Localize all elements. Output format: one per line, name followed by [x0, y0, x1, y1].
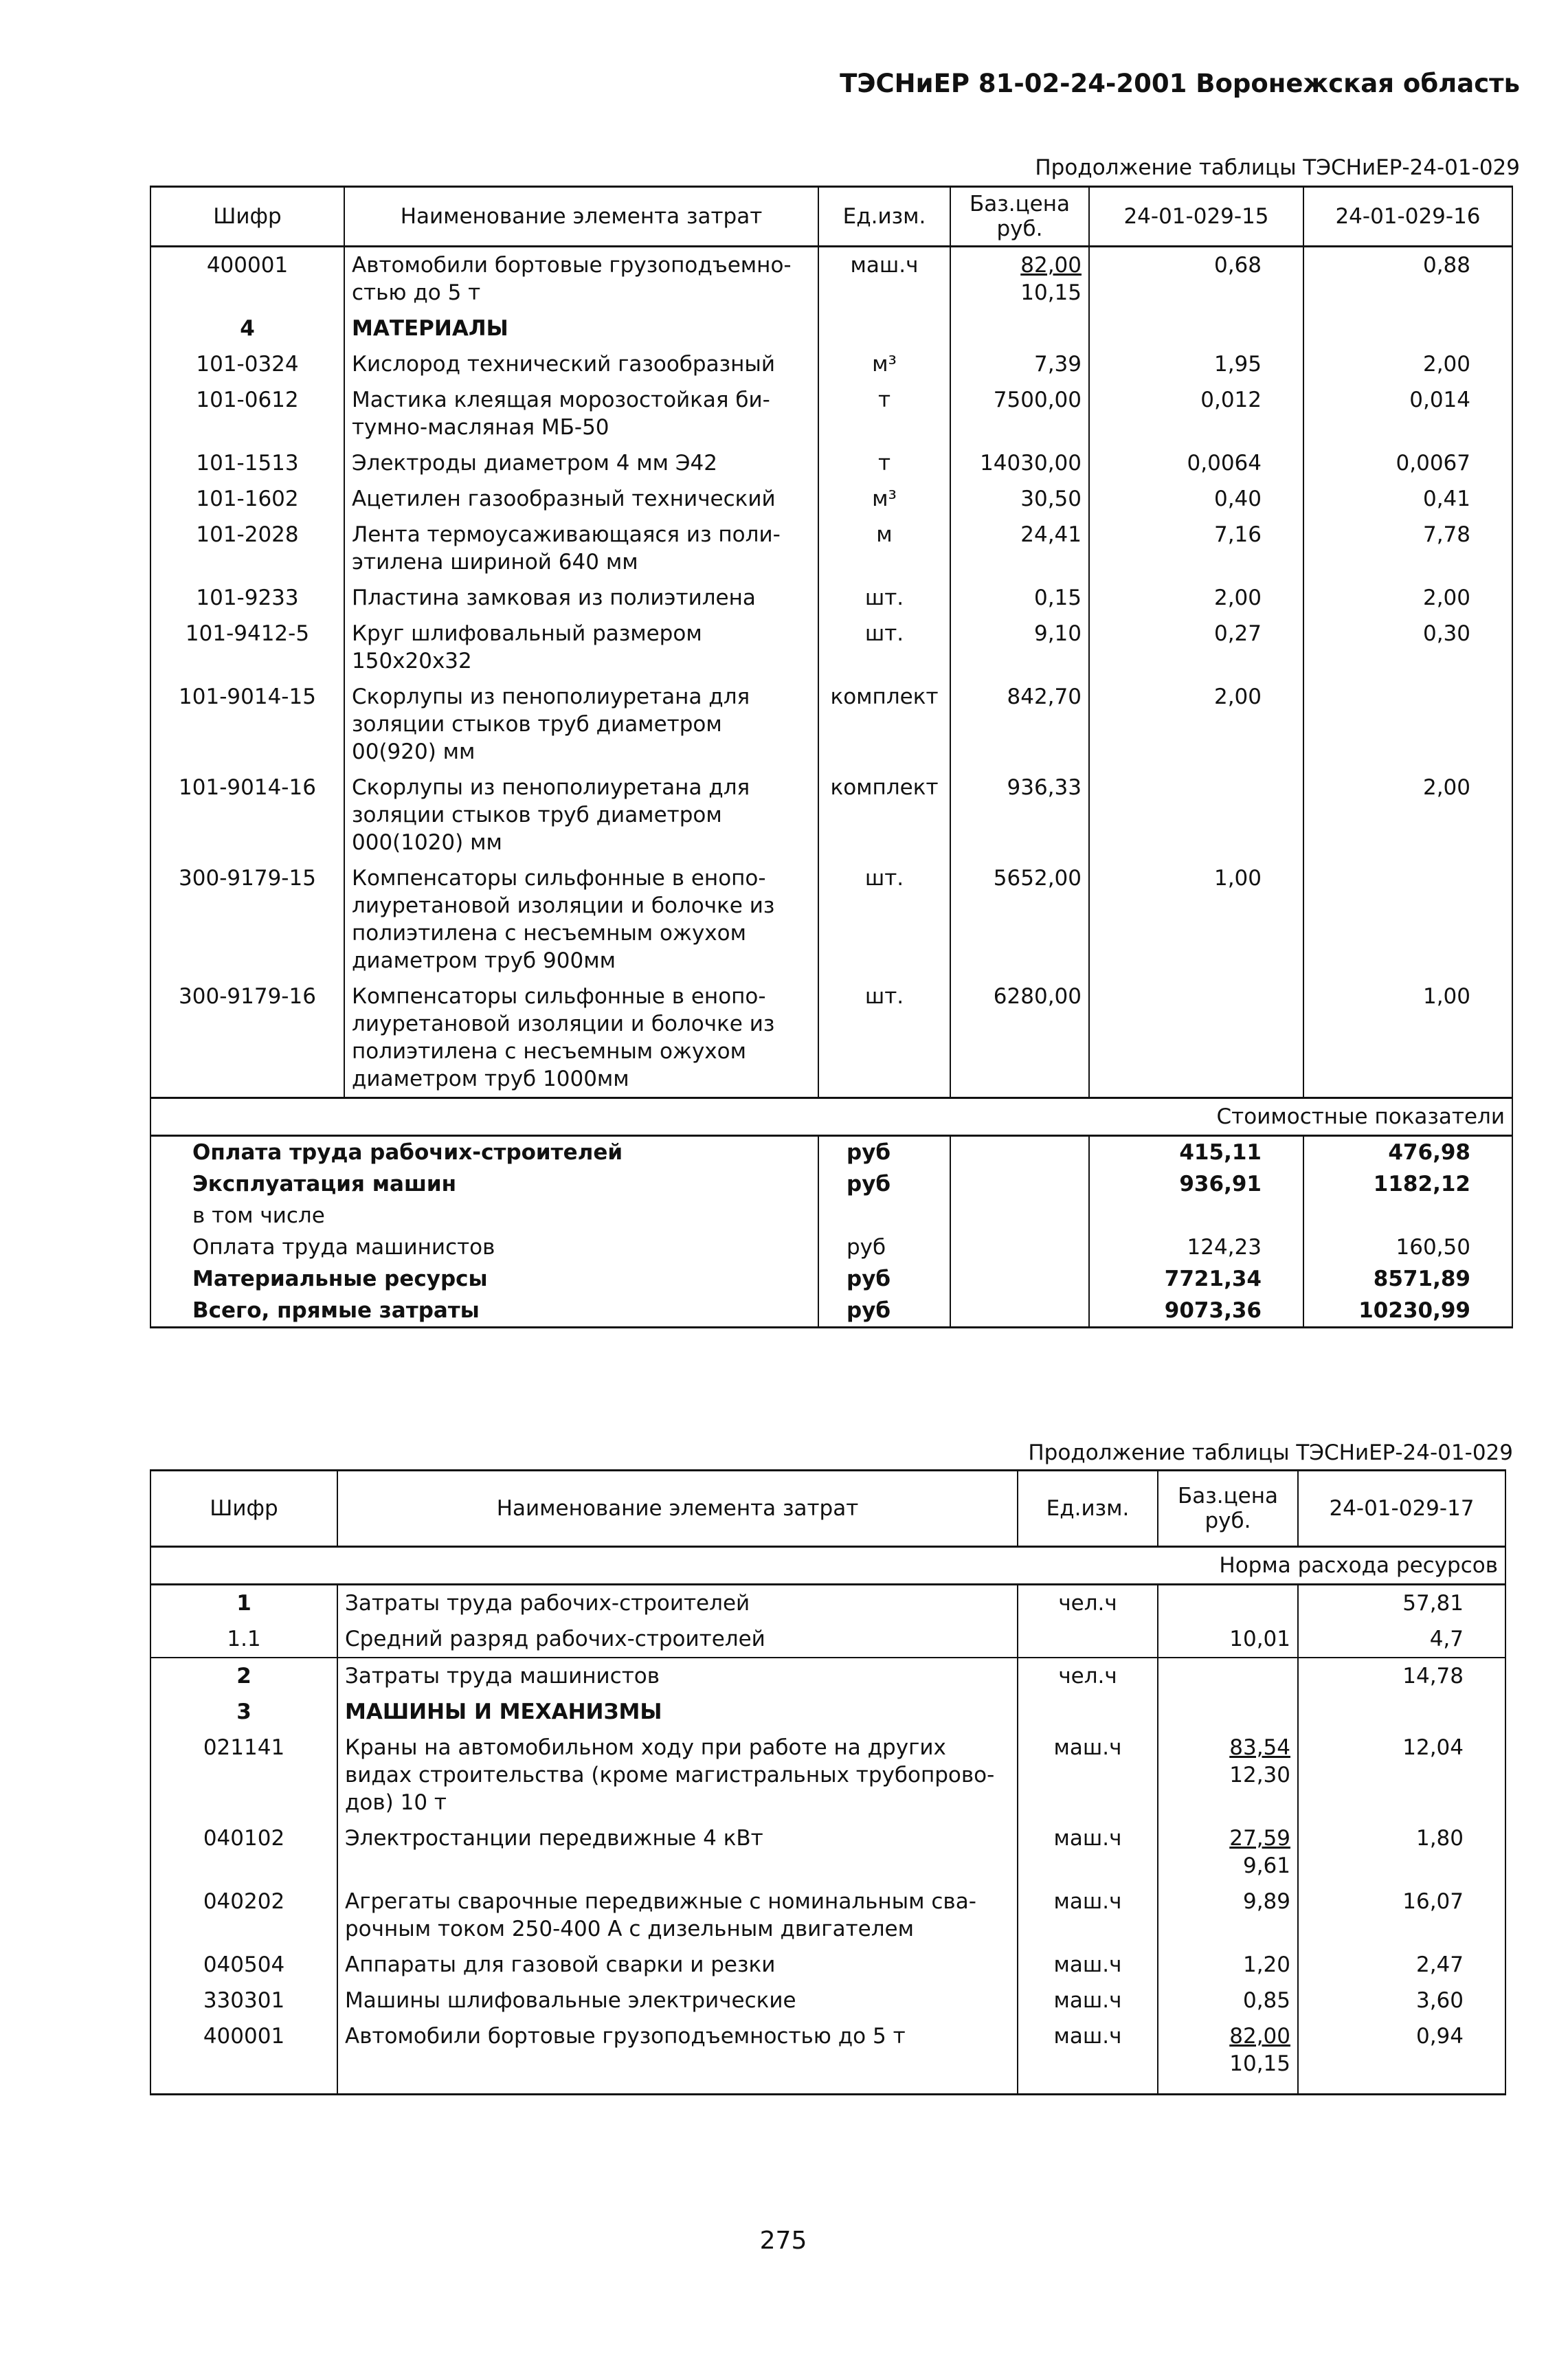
base-price: 82,00: [1229, 2024, 1290, 2049]
unit-cell: т: [818, 382, 950, 445]
summary-unit: руб: [818, 1136, 950, 1169]
table-row: [150, 1621, 1505, 1658]
unit-cell: шт.: [818, 979, 950, 1098]
value-cell-17: 12,04: [1298, 1730, 1505, 1820]
summary-value-16: [1303, 1200, 1512, 1232]
cost-banner: Стоимостные показатели: [150, 1098, 1512, 1136]
base-price-cell: [1158, 1730, 1298, 1820]
machinist-wage-price: 10,15: [1020, 280, 1082, 305]
summary-empty: [950, 1200, 1089, 1232]
base-price-cell: [950, 481, 1089, 517]
summary-label: Оплата труда рабочих-строителей: [150, 1136, 818, 1169]
unit-cell: т: [818, 445, 950, 481]
value-cell-15: 2,00: [1089, 679, 1303, 770]
column-header: Баз.цена руб.: [1158, 1471, 1298, 1547]
table-row: [150, 616, 1512, 679]
name-cell: Средний разряд рабочих-строителей: [337, 1621, 1018, 1658]
code-cell: 1.1: [150, 1621, 337, 1658]
table-row: [150, 247, 1512, 311]
table-row: [150, 979, 1512, 1098]
resource-table-1: [150, 186, 1513, 1328]
value-cell-16: 2,00: [1303, 346, 1512, 382]
column-header: 24-01-029-15: [1089, 187, 1303, 247]
column-header: Шифр: [150, 187, 344, 247]
base-price-cell: [950, 580, 1089, 616]
summary-unit: руб: [818, 1232, 950, 1263]
resource-table-2: [150, 1469, 1506, 2095]
summary-value-15: 9073,36: [1089, 1295, 1303, 1328]
name-cell: Автомобили бортовые грузоподъемно-стью до 5 т: [344, 247, 818, 311]
base-price-cell: [950, 979, 1089, 1098]
summary-row: [150, 1295, 1512, 1328]
table-row: [150, 2018, 1505, 2094]
unit-cell: шт.: [818, 580, 950, 616]
value-cell-15: 0,68: [1089, 247, 1303, 311]
base-price-cell: [1158, 1947, 1298, 1983]
base-price-cell: [950, 860, 1089, 979]
value-cell-15: 2,00: [1089, 580, 1303, 616]
summary-empty: [950, 1168, 1089, 1200]
value-cell-17: 3,60: [1298, 1983, 1505, 2018]
summary-value-16: 1182,12: [1303, 1168, 1512, 1200]
summary-value-15: 936,91: [1089, 1168, 1303, 1200]
value-cell-16: 2,00: [1303, 770, 1512, 860]
page-title: ТЭСНиЕР 81-02-24-2001 Воронежская область: [840, 69, 1520, 98]
base-price-cell: [950, 247, 1089, 311]
name-cell: Кислород технический газообразный: [344, 346, 818, 382]
code-cell: 040202: [150, 1884, 337, 1947]
base-price-cell: [1158, 1621, 1298, 1658]
base-price-cell: [1158, 1884, 1298, 1947]
summary-row: [150, 1263, 1512, 1295]
base-price-cell: [1158, 1983, 1298, 2018]
base-price-cell: [1158, 1585, 1298, 1622]
base-price-cell: [1158, 1658, 1298, 1694]
unit-cell: шт.: [818, 616, 950, 679]
code-cell: 2: [150, 1658, 337, 1694]
summary-unit: руб: [818, 1263, 950, 1295]
code-cell: 101-1602: [150, 481, 344, 517]
table-row: [150, 311, 1512, 346]
unit-cell: маш.ч: [1018, 1983, 1158, 2018]
value-cell-15: 0,27: [1089, 616, 1303, 679]
norm-banner-row: [150, 1547, 1505, 1585]
value-cell-16: 0,41: [1303, 481, 1512, 517]
name-cell: Электростанции передвижные 4 кВт: [337, 1820, 1018, 1884]
unit-cell: маш.ч: [818, 247, 950, 311]
table-header-row: [150, 1471, 1505, 1547]
summary-unit: руб: [818, 1295, 950, 1328]
base-price: 10,01: [1229, 1627, 1290, 1651]
norm-banner: Норма расхода ресурсов: [150, 1547, 1505, 1585]
code-cell: 021141: [150, 1730, 337, 1820]
value-cell-16: [1303, 311, 1512, 346]
unit-cell: комплект: [818, 679, 950, 770]
value-cell-17: 16,07: [1298, 1884, 1505, 1947]
base-price-cell: [950, 346, 1089, 382]
unit-cell: [1018, 1621, 1158, 1658]
value-cell-17: 57,81: [1298, 1585, 1505, 1622]
base-price-cell: [950, 770, 1089, 860]
unit-cell: м: [818, 517, 950, 580]
unit-cell: [1018, 1694, 1158, 1730]
code-cell: 300-9179-16: [150, 979, 344, 1098]
value-cell-17: 14,78: [1298, 1658, 1505, 1694]
name-cell: Компенсаторы сильфонные в енопо-лиуретановой изоляции и болочке из полиэтилена с несъемным ожухом диаметром труб 900мм: [344, 860, 818, 979]
base-price: 14030,00: [980, 451, 1082, 476]
value-cell-15: 1,95: [1089, 346, 1303, 382]
value-cell-17: 0,94: [1298, 2018, 1505, 2094]
base-price: 5652,00: [993, 866, 1082, 891]
base-price: 30,50: [1020, 487, 1082, 511]
code-cell: 101-9233: [150, 580, 344, 616]
table-row: [150, 1585, 1505, 1622]
table-row: [150, 1983, 1505, 2018]
summary-value-16: 10230,99: [1303, 1295, 1512, 1328]
summary-empty: [950, 1232, 1089, 1263]
summary-value-15: 124,23: [1089, 1232, 1303, 1263]
summary-unit: руб: [818, 1168, 950, 1200]
summary-row: [150, 1200, 1512, 1232]
code-cell: 400001: [150, 247, 344, 311]
base-price: 83,54: [1229, 1735, 1290, 1760]
base-price-cell: [1158, 1694, 1298, 1730]
base-price: 24,41: [1020, 522, 1082, 547]
table-row: [150, 770, 1512, 860]
name-cell: Скорлупы из пенополиуретана для золяции стыков труб диаметром 00(920) мм: [344, 679, 818, 770]
table1-continuation-label: Продолжение таблицы ТЭСНиЕР-24-01-029: [1035, 155, 1520, 180]
column-header: Ед.изм.: [818, 187, 950, 247]
name-cell: Краны на автомобильном ходу при работе на других видах строительства (кроме магистральных трубопрово-дов) 10 т: [337, 1730, 1018, 1820]
code-cell: 101-9014-15: [150, 679, 344, 770]
code-cell: 400001: [150, 2018, 337, 2094]
column-header: 24-01-029-17: [1298, 1471, 1505, 1547]
base-price: 7,39: [1033, 352, 1082, 377]
name-cell: Машины шлифовальные электрические: [337, 1983, 1018, 2018]
summary-row: [150, 1232, 1512, 1263]
unit-cell: маш.ч: [1018, 1730, 1158, 1820]
value-cell-16: [1303, 860, 1512, 979]
base-price-cell: [950, 616, 1089, 679]
base-price-cell: [950, 382, 1089, 445]
name-cell: Пластина замковая из полиэтилена: [344, 580, 818, 616]
table-row: [150, 517, 1512, 580]
table-row: [150, 1820, 1505, 1884]
unit-cell: [818, 311, 950, 346]
value-cell-17: [1298, 1694, 1505, 1730]
column-header: Баз.цена руб.: [950, 187, 1089, 247]
column-header: 24-01-029-16: [1303, 187, 1512, 247]
name-cell: Электроды диаметром 4 мм Э42: [344, 445, 818, 481]
table-row: [150, 580, 1512, 616]
code-cell: 101-0612: [150, 382, 344, 445]
machinist-wage-price: 10,15: [1229, 2051, 1290, 2076]
unit-cell: м³: [818, 481, 950, 517]
unit-cell: комплект: [818, 770, 950, 860]
table-row: [150, 1694, 1505, 1730]
value-cell-16: 0,88: [1303, 247, 1512, 311]
value-cell-15: 0,0064: [1089, 445, 1303, 481]
base-price: 82,00: [1020, 253, 1082, 278]
name-cell: Агрегаты сварочные передвижные с номинальным сва-рочным током 250-400 А с дизельным двигателем: [337, 1884, 1018, 1947]
cost-banner-row: [150, 1098, 1512, 1136]
code-cell: 1: [150, 1585, 337, 1622]
name-cell: Затраты труда рабочих-строителей: [337, 1585, 1018, 1622]
base-price: 0,85: [1242, 1988, 1290, 2013]
value-cell-15: 0,012: [1089, 382, 1303, 445]
base-price-cell: [950, 445, 1089, 481]
unit-cell: маш.ч: [1018, 1884, 1158, 1947]
base-price: 7500,00: [993, 388, 1082, 412]
machinist-wage-price: 9,61: [1242, 1853, 1290, 1878]
table-row: [150, 860, 1512, 979]
table2-continuation-label: Продолжение таблицы ТЭСНиЕР-24-01-029: [1028, 1440, 1513, 1465]
name-cell: МАТЕРИАЛЫ: [344, 311, 818, 346]
value-cell-15: 7,16: [1089, 517, 1303, 580]
value-cell-16: 7,78: [1303, 517, 1512, 580]
summary-empty: [950, 1295, 1089, 1328]
code-cell: 040102: [150, 1820, 337, 1884]
name-cell: Мастика клеящая морозостойкая би-тумно-масляная МБ-50: [344, 382, 818, 445]
code-cell: 4: [150, 311, 344, 346]
value-cell-17: 4,7: [1298, 1621, 1505, 1658]
unit-cell: маш.ч: [1018, 1820, 1158, 1884]
base-price-cell: [1158, 1820, 1298, 1884]
unit-cell: шт.: [818, 860, 950, 979]
column-header: Наименование элемента затрат: [337, 1471, 1018, 1547]
code-cell: 101-9412-5: [150, 616, 344, 679]
code-cell: 300-9179-15: [150, 860, 344, 979]
base-price: 0,15: [1033, 586, 1082, 610]
summary-label: Эксплуатация машин: [150, 1168, 818, 1200]
unit-cell: маш.ч: [1018, 1947, 1158, 1983]
code-cell: 3: [150, 1694, 337, 1730]
value-cell-16: 2,00: [1303, 580, 1512, 616]
table-row: [150, 1730, 1505, 1820]
summary-label: Всего, прямые затраты: [150, 1295, 818, 1328]
base-price: 9,89: [1242, 1889, 1290, 1914]
summary-value-16: 476,98: [1303, 1136, 1512, 1169]
unit-cell: м³: [818, 346, 950, 382]
machinist-wage-price: 12,30: [1229, 1763, 1290, 1787]
name-cell: Компенсаторы сильфонные в енопо-лиуретановой изоляции и болочке из полиэтилена с несъемным ожухом диаметром труб 1000мм: [344, 979, 818, 1098]
summary-label: в том числе: [150, 1200, 818, 1232]
summary-value-16: 8571,89: [1303, 1263, 1512, 1295]
table-row: [150, 481, 1512, 517]
base-price: 27,59: [1229, 1826, 1290, 1851]
code-cell: 101-0324: [150, 346, 344, 382]
value-cell-15: 1,00: [1089, 860, 1303, 979]
summary-value-15: 7721,34: [1089, 1263, 1303, 1295]
summary-unit: [818, 1200, 950, 1232]
table-row: [150, 445, 1512, 481]
base-price-cell: [950, 517, 1089, 580]
unit-cell: чел.ч: [1018, 1658, 1158, 1694]
column-header: Наименование элемента затрат: [344, 187, 818, 247]
column-header: Шифр: [150, 1471, 337, 1547]
unit-cell: чел.ч: [1018, 1585, 1158, 1622]
table-row: [150, 679, 1512, 770]
name-cell: Скорлупы из пенополиуретана для золяции стыков труб диаметром 000(1020) мм: [344, 770, 818, 860]
base-price: 9,10: [1033, 621, 1082, 646]
code-cell: 101-9014-16: [150, 770, 344, 860]
value-cell-16: 0,0067: [1303, 445, 1512, 481]
summary-value-15: [1089, 1200, 1303, 1232]
base-price-cell: [950, 679, 1089, 770]
value-cell-16: [1303, 679, 1512, 770]
summary-row: [150, 1136, 1512, 1169]
table-row: [150, 1658, 1505, 1694]
value-cell-16: 0,30: [1303, 616, 1512, 679]
page-number: 275: [759, 2227, 807, 2255]
base-price: 1,20: [1242, 1952, 1290, 1977]
value-cell-15: 0,40: [1089, 481, 1303, 517]
value-cell-15: [1089, 979, 1303, 1098]
value-cell-17: 1,80: [1298, 1820, 1505, 1884]
name-cell: Аппараты для газовой сварки и резки: [337, 1947, 1018, 1983]
code-cell: 330301: [150, 1983, 337, 2018]
code-cell: 101-2028: [150, 517, 344, 580]
unit-cell: маш.ч: [1018, 2018, 1158, 2094]
name-cell: МАШИНЫ И МЕХАНИЗМЫ: [337, 1694, 1018, 1730]
table-row: [150, 346, 1512, 382]
table-row: [150, 1884, 1505, 1947]
value-cell-17: 2,47: [1298, 1947, 1505, 1983]
summary-label: Оплата труда машинистов: [150, 1232, 818, 1263]
value-cell-16: 1,00: [1303, 979, 1512, 1098]
summary-empty: [950, 1136, 1089, 1169]
summary-label: Материальные ресурсы: [150, 1263, 818, 1295]
value-cell-16: 0,014: [1303, 382, 1512, 445]
code-cell: 101-1513: [150, 445, 344, 481]
base-price-cell: [1158, 2018, 1298, 2094]
value-cell-15: [1089, 770, 1303, 860]
base-price: 936,33: [1007, 775, 1082, 800]
name-cell: Автомобили бортовые грузоподъемностью до 5 т: [337, 2018, 1018, 2094]
name-cell: Ацетилен газообразный технический: [344, 481, 818, 517]
name-cell: Лента термоусаживающаяся из поли-этилена шириной 640 мм: [344, 517, 818, 580]
column-header: Ед.изм.: [1018, 1471, 1158, 1547]
summary-row: [150, 1168, 1512, 1200]
table-row: [150, 1947, 1505, 1983]
table-row: [150, 382, 1512, 445]
code-cell: 040504: [150, 1947, 337, 1983]
base-price: 6280,00: [993, 984, 1082, 1009]
summary-empty: [950, 1263, 1089, 1295]
base-price-cell: [950, 311, 1089, 346]
value-cell-15: [1089, 311, 1303, 346]
name-cell: Затраты труда машинистов: [337, 1658, 1018, 1694]
summary-value-15: 415,11: [1089, 1136, 1303, 1169]
table-header-row: [150, 187, 1512, 247]
summary-value-16: 160,50: [1303, 1232, 1512, 1263]
name-cell: Круг шлифовальный размером 150х20х32: [344, 616, 818, 679]
base-price: 842,70: [1007, 684, 1082, 709]
